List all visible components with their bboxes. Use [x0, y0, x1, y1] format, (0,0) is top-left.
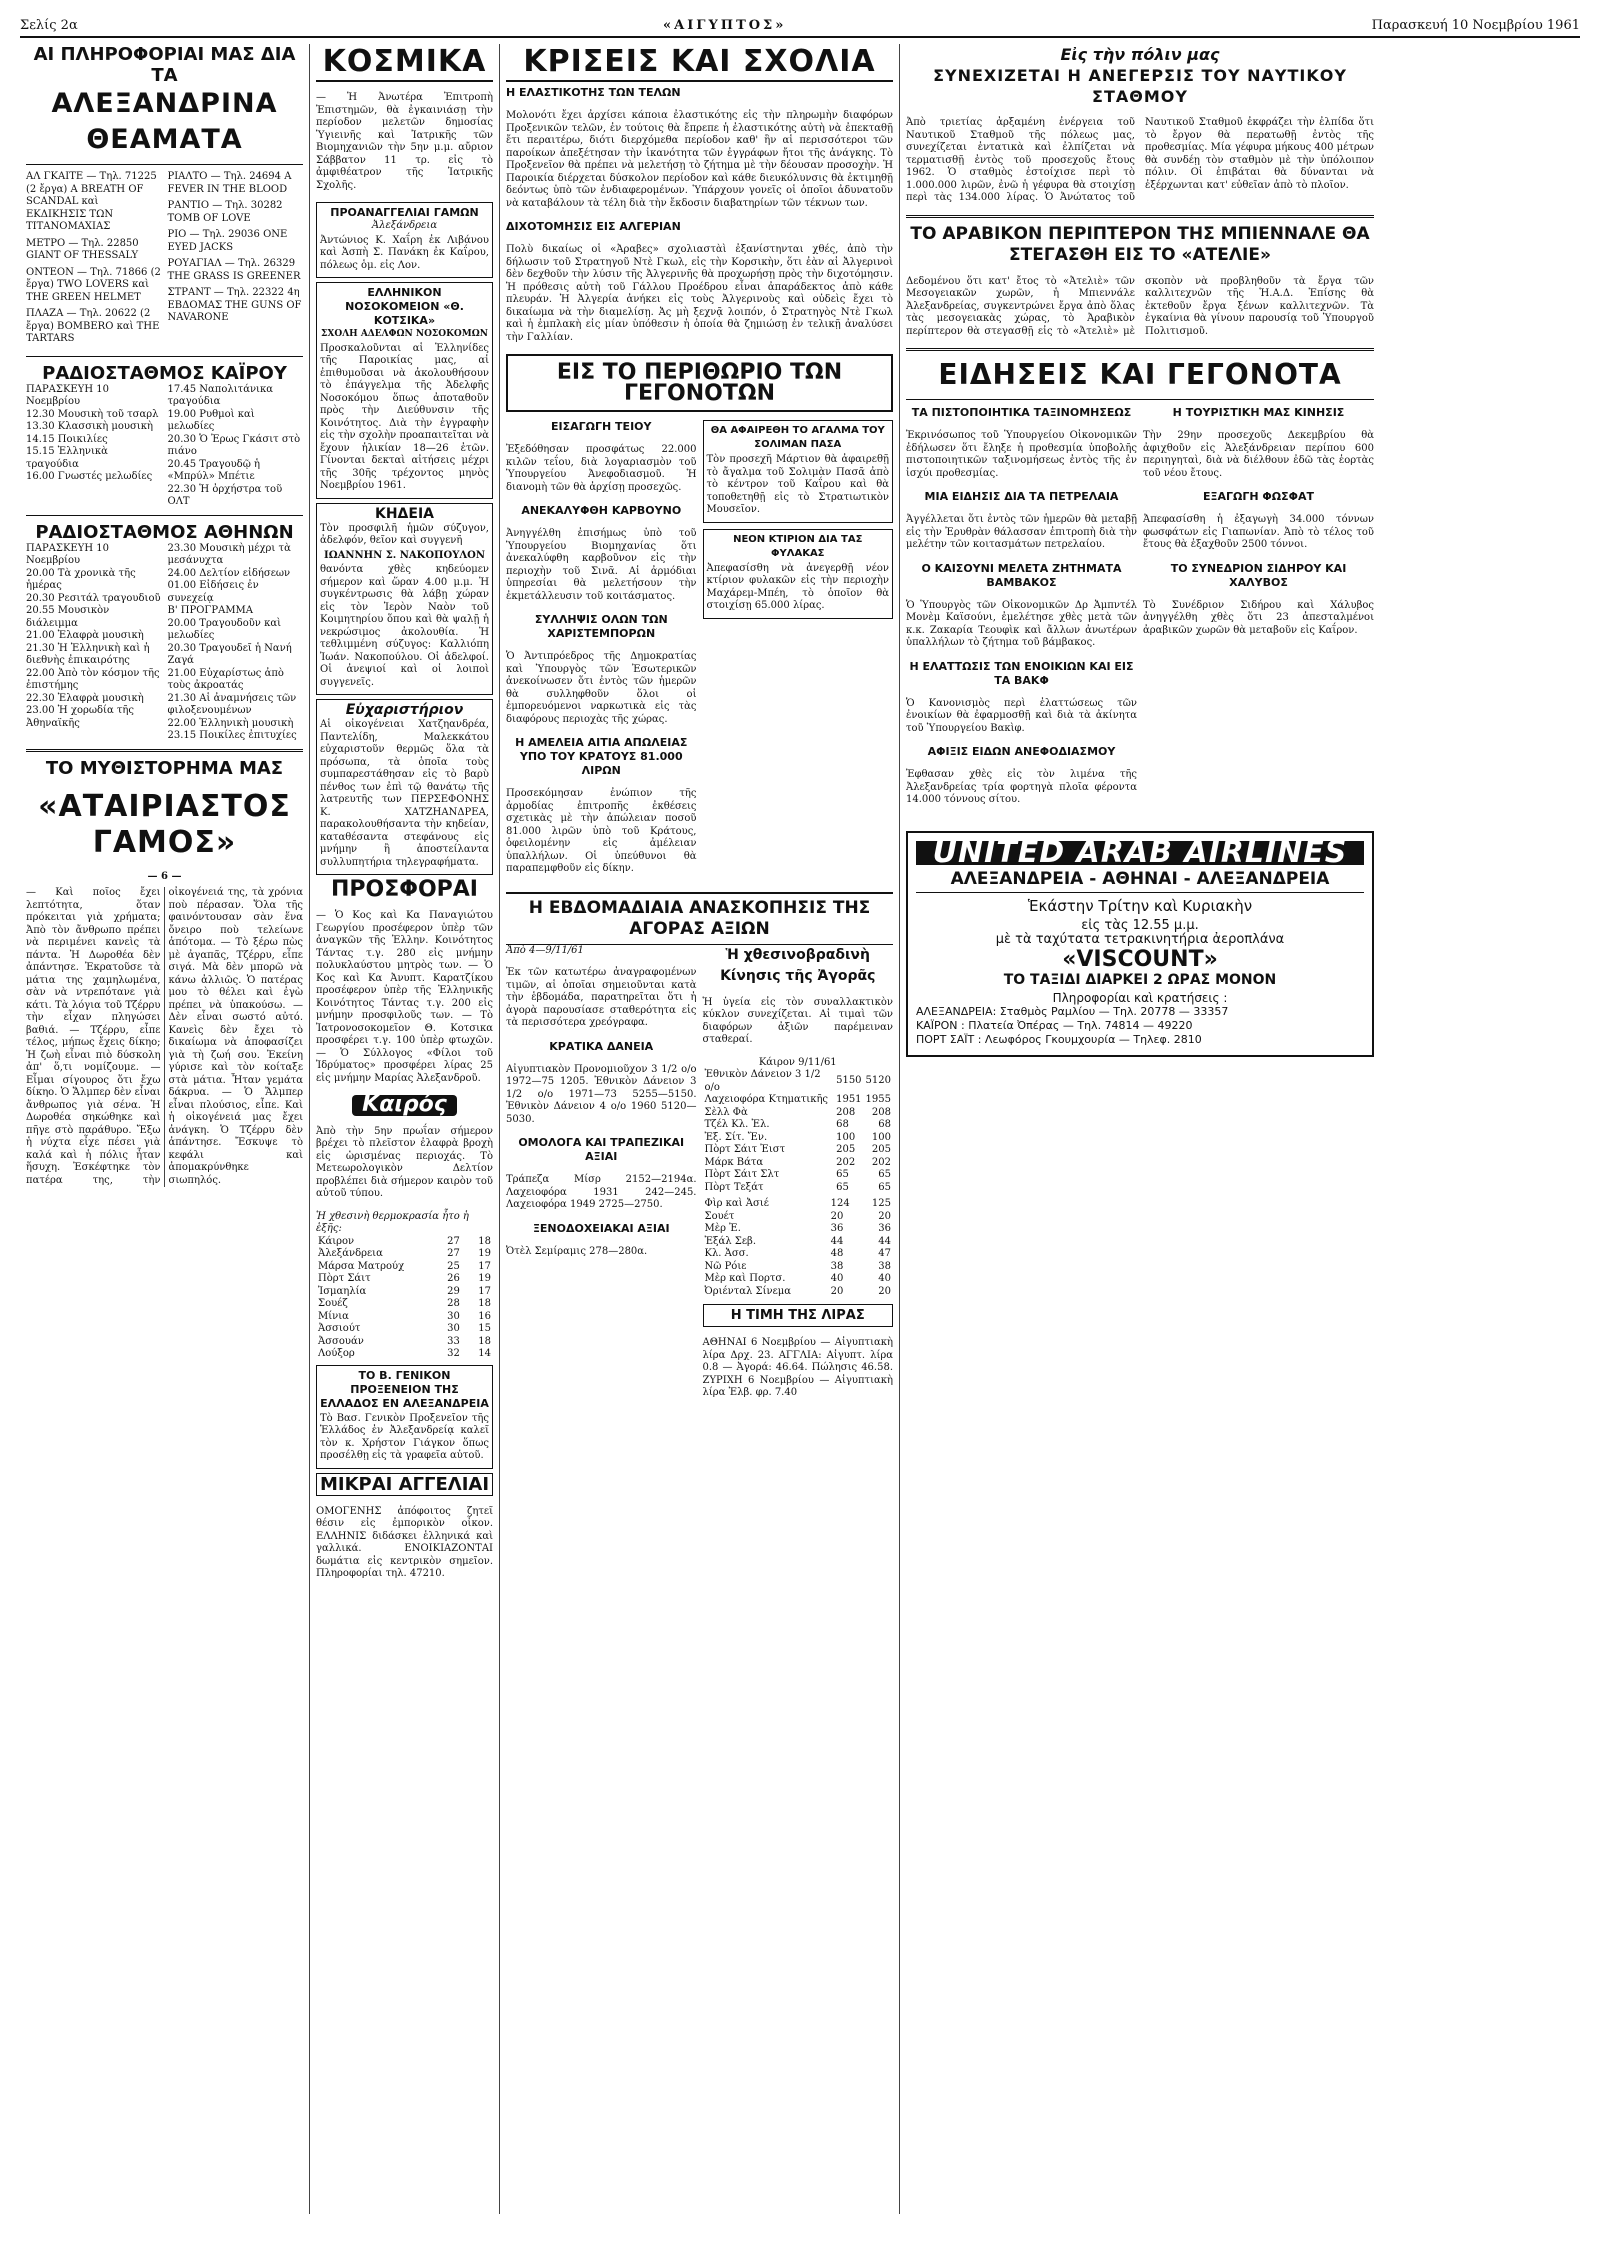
- table-cell: 100: [836, 1131, 856, 1143]
- table-cell: 20: [878, 1285, 891, 1297]
- market-date: Ἀπὸ 4—9/11/61: [506, 944, 584, 956]
- city-text: Ἀπὸ τριετίας ἀρξαμένη ἐνέργεια τοῦ Ναυτικοῦ Σταθμοῦ τῆς πόλεως μας, συνεχίζεται ἐντατικὰ καὶ ἐλπίζεται νὰ τερματισθῇ ἐντὸς τοῦ προσεχοῦς ἔτους 1962. Ὁ σταθμὸς ἐστοίχισε περὶ τὸ 1.000.000 λιρῶν, ἐνῶ ἡ γέφυρα θὰ στοιχίσῃ περὶ τὰς 134.000 λίρας. Ὁ Ἀνώτατος τοῦ Ναυτικοῦ Σταθμοῦ ἐκφράζει τὴν ἐλπίδα ὅτι τὸ ἔργον θὰ περατωθῇ ἐντὸς τῆς προθεσμίας. Μία γέφυρα μήκους 400 μέτρων θὰ συνδέῃ τὸν σταθμὸν μὲ τὴν ὑπόλοιπον πόλιν. Οἱ ἐπιβάται θὰ δύνανται νὰ ἐξέρχωνται κατ' εὐθεῖαν ἀπὸ τὸ πλοῖον.: [906, 117, 1374, 203]
- table-cell: Ἀλεξάνδρεια: [318, 1248, 383, 1259]
- consulate-text: Τὸ Βασ. Γενικὸν Προξενεῖον τῆς Ἑλλάδος ἐν Ἀλεξανδρείᾳ καλεῖ τὸν κ. Χρήστον Γιάγκον ὅπως προσέλθῃ εἰς τὰ γραφεῖα αὐτοῦ.: [320, 1412, 489, 1461]
- table-cell: 20: [878, 1210, 891, 1222]
- radio-item: 20.00 Τὰ χρονικὰ τῆς ἡμέρας: [26, 567, 136, 591]
- novel-chapter: — 6 —: [147, 870, 182, 882]
- table-row: [316, 1323, 493, 1336]
- radio-athens-heading: ΡΑΔΙΟΣΤΑΘΜΟΣ ΑΘΗΝΩΝ: [35, 521, 294, 543]
- table-cell: 20: [830, 1210, 844, 1222]
- radio-item: ΠΑΡΑΣΚΕΥΗ 10 Νοεμβρίου: [26, 383, 109, 407]
- table-cell: Ὀριένταλ Σίνεμα: [704, 1285, 792, 1297]
- table-cell: 40: [878, 1273, 891, 1284]
- social-intro: — Ἡ Ἀνωτέρα Ἐπιτροπὴ Ἐπιστημῶν, θὰ ἐγκαινιάσῃ τὴν περίοδον μελετῶν δημοσίας Ὑγιεινῆς καὶ Ἰατρικῆς τῶν Βιομηχανιῶν τὴν 5ην μ.μ. αὔριον Σάββατον 11 τρ. εἰς τὸ ἀμφιθέατρον τῆς Ἰατρικῆς Σχολῆς.: [316, 92, 493, 191]
- hotels-text: Ὀτὲλ Σεμίραμις 278—280α.: [506, 1245, 648, 1257]
- mini-news-heading: ΝΕΟΝ ΚΤΙΡΙΟΝ ΔΙΑ ΤΑΣ ΦΥΛΑΚΑΣ: [733, 533, 863, 559]
- table-cell: 208: [836, 1106, 856, 1118]
- radio-item: 23.15 Ποικίλες ἐπιτυχίες: [167, 730, 297, 741]
- airline-duration: ΤΟ ΤΑΞΙΔΙ ΔΙΑΡΚΕΙ 2 ΩΡΑΣ ΜΟΝΟΝ: [1003, 971, 1277, 988]
- table-cell: 202: [871, 1156, 891, 1168]
- table-cell: 125: [871, 1198, 891, 1209]
- table-cell: 1951: [836, 1094, 862, 1105]
- table-cell: Ἀσσιούτ: [318, 1323, 361, 1334]
- thanks-text: Αἱ οἰκογένειαι Χατζηανδρέα, Παντελίδη, Μαλεκκάτου εὐχαριστοῦν θερμῶς ὅλα τὰ πρόσωπα, τὰ ὁποῖα τοὺς συμπαρεστάθησαν εἰς τὸ βαρὺ πένθος των ἐπὶ τῷ θανάτῳ τῆς λατρευτῆς των ΠΕΡΣΕΦΟΝΗΣ Κ. ΧΑΤΖΗΑΝΔΡΕΑ, παρακολουθήσαντα τὴν κηδείαν, καταθέσαντα στεφάνους εἰς μνήμην ἢ ἀποστείλαντα συλλυπητήρια τηλεγραφήματα.: [320, 719, 489, 868]
- news-text: Ἐφθασαν χθὲς εἰς τὸν λιμένα τῆς Ἀλεξανδρείας τρία φορτηγὰ πλοῖα φέροντα 14.000 τόννους σίτου.: [906, 769, 1137, 805]
- table-cell: 18: [478, 1335, 491, 1347]
- cinema-item: ΜΕΤΡΟ — Τηλ. 22850 GIANT OF THESSALY: [26, 237, 139, 261]
- table-cell: 47: [878, 1248, 891, 1259]
- table-row: [316, 1298, 493, 1311]
- market-text: Ἐκ τῶν κατωτέρω ἀναγραφομένων τιμῶν, αἱ ὁποῖαι σημειοῦνται κατὰ τὴν ἑβδομάδα, παρατηρεῖται ὅτι ἡ ἀγορὰ παρουσίασε σταθερότητα εἰς τὰ περισσότερα χρεόγραφα.: [506, 967, 697, 1028]
- radio-item: 17.45 Ναπολιτάνικα τραγούδια: [167, 383, 273, 407]
- yesterday-text: Ἡ ὑγεία εἰς τὸν συναλλακτικὸν κύκλον συνεχίζεται. Αἱ τιμαὶ τῶν διαφόρων ἀξιῶν παρέμειναν σταθεραί.: [702, 996, 893, 1045]
- table-cell: 124: [830, 1198, 850, 1209]
- table-row: [703, 1182, 894, 1195]
- table-cell: Μὲρ καὶ Πορτσ.: [704, 1273, 786, 1284]
- table-cell: 27: [447, 1235, 460, 1247]
- radio-item: 12.30 Μουσικὴ τοῦ τσαρλ: [26, 408, 159, 420]
- column-entertainment: [20, 44, 310, 2214]
- news-heading: ΑΦΙΞΙΣ ΕΙΔΩΝ ΑΝΕΦΟΔΙΑΣΜΟΥ: [927, 745, 1116, 758]
- table-cell: Λαχειοφόρα Κτηματικῆς: [704, 1094, 829, 1105]
- cinema-item: ΣΤΡΑΝΤ — Τηλ. 22322 4η ΕΒΔΟΜΑΣ THE GUNS OF NAVARONE: [167, 287, 302, 323]
- funeral-intro: Τὸν προσφιλῆ ἡμῶν σύζυγον, ἀδελφόν, θεῖον καὶ συγγενῆ: [320, 522, 489, 546]
- table-cell: Ἰσμαηλία: [318, 1285, 367, 1297]
- table-cell: 208: [871, 1106, 891, 1118]
- social-title: ΚΟΣΜΙΚΑ: [316, 44, 493, 82]
- radio-item: Β' ΠΡΟΓΡΑΜΜΑ: [167, 605, 254, 616]
- wedding-place: Ἀλεξάνδρεια: [371, 220, 438, 231]
- table-cell: 68: [878, 1119, 891, 1130]
- radio-item: 20.30 Ὁ Ἐρως Γκάσιτ στὸ πιάνο: [167, 433, 301, 457]
- table-row: [703, 1132, 894, 1145]
- table-cell: 30: [447, 1323, 460, 1334]
- news-heading: ΕΞΑΓΩΓΗ ΦΩΣΦΑΤ: [1203, 490, 1314, 503]
- margin2-text: Ἀνηγγέλθη ἐπισήμως ὑπὸ τοῦ Ὑπουργείου Βιομηχανίας ὅτι ἀνεκαλύφθη καρβοῦνον εἰς τὴν περιοχὴν τοῦ Σινᾶ. Αἱ ἀρμόδιαι ὑπηρεσίαι θὰ μελετήσουν τὴν ἐκμετάλλευσιν τοῦ κοιτάσματος.: [506, 528, 697, 602]
- table-row: [703, 1223, 894, 1236]
- table-cell: 44: [830, 1235, 844, 1247]
- news-heading: Ο ΚΑΙΣΟΥΝΙ ΜΕΛΕΤΑ ΖΗΤΗΜΑΤΑ ΒΑΜΒΑΚΟΣ: [921, 561, 1122, 589]
- news-heading: Η ΕΛΑΤΤΩΣΙΣ ΤΩΝ ΕΝΟΙΚΙΩΝ ΚΑΙ ΕΙΣ ΤΑ ΒΑΚΦ: [909, 659, 1134, 687]
- table-cell: 25: [447, 1260, 460, 1272]
- thanks-heading: Εὐχαριστήριον: [345, 702, 464, 718]
- margin3-heading: ΣΥΛΛΗΨΙΣ ΟΛΩΝ ΤΩΝ ΧΑΡΙΣΤΕΜΠΟΡΩΝ: [534, 613, 668, 640]
- table-cell: 32: [447, 1348, 460, 1359]
- table-cell: Μὲρ Ἐ.: [704, 1223, 741, 1234]
- table-cell: 27: [447, 1248, 460, 1259]
- table-cell: Φὶρ καὶ Ἀσιέ: [704, 1198, 769, 1209]
- radio-item: 19.00 Ρυθμοὶ καὶ μελωδίες: [167, 408, 255, 432]
- news-text: Ἀγγέλλεται ὅτι ἐντὸς τῶν ἡμερῶν θὰ μεταβῇ εἰς τὴν Ἐρυθρὰν θάλασσαν ἐπιτροπὴ διὰ τὴν μελέτην τῶν κοιτασμάτων πετρελαίου.: [906, 514, 1137, 550]
- table-row: [703, 1198, 894, 1211]
- weather-text: Ἀπὸ τὴν 5ην πρωΐαν σήμερον βρέχει τὸ πλεῖστον ἐλαφρὰ βροχὴ εἰς ὡρισμένας περιοχάς. Τὸ Μετεωρολογικὸν Δελτίον προβλέπει διὰ σήμερον καιρὸν τοῦ αὐτοῦ τύπου.: [316, 1125, 493, 1199]
- table-cell: 18: [478, 1235, 491, 1247]
- lira-text: ΑΘΗΝΑΙ 6 Νοεμβρίου — Αἰγυπτιακὴ λίρα Δρχ. 23. ΑΓΓΛΙΑ: Αἰγυπτ. λίρα 0.8 — Ἀγορά: 46.64. Πώλησις 46.58. ΖΥΡΙΧΗ 6 Νοεμβρίου — Αἰγυπτιακὴ λίρα Ἐλβ. φρ. 7.40: [702, 1337, 893, 1398]
- table-row: [316, 1261, 493, 1274]
- news-heading: ΤΑ ΠΙΣΤΟΠΟΙΗΤΙΚΑ ΤΑΞΙΝΟΜΗΣΕΩΣ: [911, 406, 1132, 419]
- novel-title: «ΑΤΑΙΡΙΑΣΤΟΣ ΓΑΜΟΣ»: [38, 788, 291, 860]
- table-cell: 38: [878, 1260, 891, 1272]
- page-number: Σελίς 2α: [20, 17, 78, 33]
- table-cell: 44: [878, 1235, 891, 1247]
- table-cell: Σουέτ: [704, 1210, 735, 1222]
- news-heading: Η ΤΟΥΡΙΣΤΙΚΗ ΜΑΣ ΚΙΝΗΣΙΣ: [1172, 406, 1345, 419]
- radio-item: 21.00 Εὐχαρίστως ἀπὸ τοὺς ἀκροατάς: [167, 667, 284, 691]
- table-row: [316, 1248, 493, 1261]
- loans-text: Αἰγυπτιακὸν Προνομιοῦχον 3 1/2 ο/ο 1972—75 1205. Ἐθνικὸν Δάνειον 3 1/2 ο/ο 1971—73 5255—5150. Ἐθνικὸν Δάνειον 4 ο/ο 1960 5120—5030.: [506, 1063, 697, 1125]
- table-cell: 28: [447, 1298, 460, 1309]
- hospital-heading: ΕΛΛΗΝΙΚΟΝ ΝΟΣΟΚΟΜΕΙΟΝ «Θ. ΚΟΤΣΙΚΑ»: [345, 286, 464, 327]
- table-cell: 65: [878, 1181, 891, 1193]
- radio-athens-schedule: [26, 543, 303, 743]
- table-cell: 205: [871, 1144, 891, 1155]
- newspaper-page: [20, 14, 1580, 2214]
- yesterday-table: [703, 1069, 894, 1194]
- margin4-heading: Η ΑΜΕΛΕΙΑ ΑΙΤΙΑ ΑΠΩΛΕΙΑΣ ΥΠΟ ΤΟΥ ΚΡΑΤΟΥΣ 81.000 ΛΙΡΩΝ: [515, 736, 688, 777]
- radio-item: 22.00 Ἀπὸ τὸν κόσμον τῆς ἐπιστήμης: [26, 667, 160, 691]
- news-text: Ἀπεφασίσθη ἡ ἐξαγωγὴ 34.000 τόννων φωσφάτων εἰς Γιαπωνίαν. Ἀπὸ τὸ τέλος τοῦ ἔτους θὰ ἐξαχθοῦν 2500 τόννοι.: [1143, 514, 1374, 550]
- column-comments: [500, 44, 900, 2214]
- article1-text: Μολονότι ἔχει ἀρχίσει κάποια ἐλαστικότης εἰς τὴν πληρωμὴν διαφόρων Προξενικῶν τελῶν, ἐν τούτοις θὰ ἔπρεπε ἡ ἐλαστικότης αὐτὴ νὰ ἐπεκταθῇ ἔτι περαιτέρω, διότι διερχόμεθα περίοδον καθ' ἣν αἱ περισσότεροι τῶν παροίκων ἀπεξέτησαν τὴν ἱκανότητα τῶν ἐγγράφων ἤτοι τῆς ἀνάγκης. Τὸ Προξενεῖον θὰ πρέπει νὰ μελετήσῃ τὸ ζήτημα μὲ τὴν δέουσαν προσοχὴν. Ἡ Παροικία διέρχεται δύσκολον περίοδον καὶ κάθε διευκόλυνσις θὰ ἐκτιμηθῇ δεόντως ὑπὸ τῶν ἐνδιαφερομένων. Ὑπάρχουν γονεῖς οἱ ὁποῖοι ἀδυνατοῦν νὰ καταβάλουν τὰ τέλη διὰ τὴν ἔκδοσιν διαβατηρίων τῶν τέκνων των.: [506, 110, 893, 209]
- lira-heading: Η ΤΙΜΗ ΤΗΣ ΛΙΡΑΣ: [703, 1304, 894, 1327]
- table-row: [316, 1311, 493, 1324]
- cinema-title: ΑΛΕΞΑΝΔΡΙΝΑ ΘΕΑΜΑΤΑ: [51, 88, 278, 155]
- city-heading: Εἰς τὴν πόλιν μας: [1060, 45, 1220, 64]
- table-cell: Κλ. Ἀσσ.: [704, 1248, 749, 1259]
- radio-item: 22.00 Ἑλληνικὴ μουσικὴ: [167, 717, 294, 729]
- margin3-text: Ὁ Ἀντιπρόεδρος τῆς Δημοκρατίας καὶ Ὑπουργὸς τῶν Ἐσωτερικῶν ἀνεκοίνωσεν ὅτι ἐντὸς τῶν ἡμερῶν θὰ συλληφθοῦν ὅλοι οἱ ἐμπορευόμενοι ναρκωτικὰ εἰς τὰς διαφόρους περιοχὰς τῆς χώρας.: [506, 651, 697, 725]
- table-row: [703, 1119, 894, 1132]
- margin-title: ΕΙΣ ΤΟ ΠΕΡΙΘΩΡΙΟ ΤΩΝ ΓΕΓΟΝΟΤΩΝ: [506, 354, 893, 412]
- table-row: [316, 1273, 493, 1286]
- radio-item: 21.00 Ἑλαφρὰ μουσικὴ: [26, 630, 144, 641]
- table-cell: 65: [836, 1169, 849, 1180]
- hospital-text: Προσκαλοῦνται αἱ Ἑλληνίδες τῆς Παροικίας μας, αἱ ἐπιθυμοῦσαι νὰ ἀκολουθήσουν τὸ ἐπάγγελμα τῆς Ἀδελφῆς Νοσοκόμου ὅπως ἀποταθοῦν πρὸς τὴν Διεύθυνσιν τῆς Κοινότητος. Διὰ τὴν ἐγγραφὴν εἰς τὴν σχολὴν προαπαιτεῖται νὰ ἔχουν ἡλικίαν 18—26 ἐτῶν. Γίνονται δεκταὶ αἰτήσεις μέχρι τῆς 30ῆς τρέχοντος μηνὸς Νοεμβρίου 1961.: [320, 342, 489, 491]
- table-row: [703, 1286, 894, 1299]
- margin4-text: Προσεκόμησαν ἐνώπιον τῆς ἀρμοδίας ἐπιτροπῆς ἐκθέσεις σχετικὰς μὲ τὴν ἀπώλειαν ποσοῦ 81.000 λιρῶν ὑπὸ τοῦ Κράτους, ὀφειλομένην εἰς ἀμέλειαν ὑπαλλήλων. Οἱ ὑπεύθυνοι θὰ παραπεμφθοῦν εἰς δίκην.: [506, 788, 697, 874]
- radio-item: 14.15 Ποικιλίες: [26, 433, 108, 445]
- airline-model: «VISCOUNT»: [1062, 946, 1218, 972]
- hotels-heading: ΞΕΝΟΔΟΧΕΙΑΚΑΙ ΑΞΙΑΙ: [532, 1221, 670, 1235]
- table-cell: 20: [830, 1285, 844, 1297]
- news-text: Ὁ Ὑπουργὸς τῶν Οἰκονομικῶν Δρ Ἀμπντέλ Μονὲμ Καϊσούνι, ἐμελέτησε χθὲς μετὰ τῶν κ.κ. Ζακαρία Τεουφὶκ καὶ ἄλλων ἀνωτέρων ὑπαλλήλων τὸ ζήτημα τοῦ βάμβακος.: [906, 599, 1137, 648]
- wedding-heading: ΠΡΟΑΝΑΓΓΕΛΙΑΙ ΓΑΜΩΝ: [330, 206, 479, 219]
- table-row: [703, 1261, 894, 1274]
- table-row: [703, 1069, 894, 1094]
- yesterday-table-right: [703, 1198, 894, 1298]
- table-cell: 17: [478, 1285, 491, 1297]
- cinema-item: ΠΛΑΖΑ — Τηλ. 20622 (2 ἔργα) BOMBERO καὶ THE TARTARS: [26, 308, 160, 344]
- table-cell: Σὲλλ Φὰ: [704, 1106, 748, 1118]
- radio-item: 23.30 Μουσικὴ μέχρι τὰ μεσάνυχτα: [167, 542, 291, 566]
- funeral-name: ΙΩΑΝΝΗΝ Σ. ΝΑΚΟΠΟΥΛΟΝ: [324, 549, 485, 561]
- table-cell: 36: [878, 1223, 891, 1234]
- table-cell: Ἐξάλ Σεβ.: [704, 1235, 757, 1247]
- cinema-item: ΟΝΤΕΟΝ — Τηλ. 71866 (2 ἔργα) TWO LOVERS καὶ THE GREEN HELMET: [26, 266, 161, 303]
- radio-item: 20.00 Τραγουδοῦν καὶ μελωδίες: [167, 617, 281, 641]
- table-row: [703, 1169, 894, 1182]
- news-text: Τὸ Συνέδριον Σιδήρου καὶ Χάλυβος ἀνηγγέλθη χθὲς ὅτι 23 ἀπεσταλμένοι ἀραβικῶν χωρῶν θὰ μεταβοῦν εἰς Καΐρον.: [1143, 599, 1374, 636]
- article2-text: Πολὺ δικαίως οἱ «Ἀραβες» σχολιαστὰὶ ἐξανίστηνται χθές, ἀπὸ τὴν δήλωσιν τοῦ Στρατηγοῦ Ντὲ Γκωλ, εἰς τὴν Κορσικὴν, ὅτι ἐὰν αἱ Ἀλγερινοὶ δὲν δεχθοῦν τὴν λύσιν τῆς Ἀλγερινῆς θὰ προχωρήσῃ πρὸς τὴν διχοτόμησιν. Ἡ πρόθεσις αὐτὴ τοῦ Γάλλου Προέδρου εἶναι ἀπαράδεκτος ἀπὸ κάθε πλευράν. Ἡ Ἀλγερία ἀνήκει εἰς τοὺς Ἀλγερινοὺς καὶ οὐδεὶς ἔχει τὸ δικαίωμα νὰ τὴν διαμελίσῃ. Ἀς μὴ ξεχνᾷ λοιπόν, ὁ Στρατηγὸς Ντὲ Γκωλ καὶ ἡ ἐμπλακὴ εἰς μίαν ὑπόθεσιν ἡ ὁποία θὰ ζημιώσῃ ἐν τελικῇ ἀναλύσει τὴν Γαλλίαν.: [506, 244, 893, 343]
- table-cell: Λούξορ: [318, 1348, 355, 1359]
- airline-plane: μὲ τὰ ταχύτατα τετρακινητήρια ἀεροπλάνα: [995, 931, 1285, 947]
- table-cell: 18: [478, 1298, 491, 1309]
- temperature-table: [316, 1236, 493, 1361]
- table-cell: 30: [447, 1310, 460, 1322]
- airline-days: Ἑκάστην Τρίτην καὶ Κυριακὴν: [1027, 896, 1253, 915]
- table-row: [703, 1144, 894, 1157]
- table-cell: 68: [836, 1119, 849, 1130]
- cinema-item: ΡΙΑΛΤΟ — Τηλ. 24694 A FEVER IN THE BLOOD: [167, 171, 292, 195]
- table-cell: 29: [447, 1285, 460, 1297]
- table-row: [703, 1248, 894, 1261]
- table-cell: 202: [836, 1156, 856, 1168]
- table-cell: 48: [830, 1248, 844, 1259]
- radio-item: 24.00 Δελτίον εἰδήσεων: [167, 567, 291, 579]
- table-cell: 40: [830, 1273, 844, 1284]
- small-ads-text: ΟΜΟΓΕΝΗΣ ἀπόφοιτος ζητεῖ θέσιν εἰς ἐμπορικὸν οἶκον. ΕΛΛΗΝΙΣ διδάσκει ἑλληνικά καὶ γαλλικά. ΕΝΟΙΚΙΑΖΟΝΤΑΙ δωμάτια εἰς κεντρικὸν σημεῖον. Πληροφορίαι τηλ. 47210.: [316, 1505, 493, 1579]
- article1-heading: Η ΕΛΑΣΤΙΚΟΤΗΣ ΤΩΝ ΤΕΛΩΝ: [506, 86, 681, 99]
- table-cell: 33: [447, 1335, 460, 1347]
- funeral-text: θανόντα χθὲς κηδεύομεν σήμερον καὶ ὥραν 4.00 μ.μ. Ἡ συγκέντρωσις θὰ λάβῃ χώραν εἰς τὸν Ἱερὸν Ναὸν τοῦ Κοιμητηρίου ὅπου καὶ θὰ ψαλῇ ἡ νεκρώσιμος ἀκολουθία. Ἡ τεθλιμμένη σύζυγος: Καλλιόπη Ἰωάν. Νακοπούλου. Οἱ ἀδελφοί. Οἱ ἀνεψιοί καὶ οἱ λοιποὶ συγγενεῖς.: [320, 564, 489, 688]
- temps-heading: Ἡ χθεσινὴ θερμοκρασία ἦτο ἡ ἑξῆς:: [316, 1210, 469, 1234]
- airline-time: εἰς τὰς 12.55 μ.μ.: [1081, 917, 1199, 933]
- table-row: [703, 1273, 894, 1286]
- table-cell: Μάρκ Βάτα: [704, 1156, 764, 1168]
- table-cell: 16: [478, 1310, 491, 1322]
- table-cell: Πὸρτ Τεξάτ: [704, 1181, 764, 1193]
- table-cell: Ἐξ. Σίτ. Ἔν.: [704, 1131, 768, 1143]
- news-title: ΕΙΔΗΣΕΙΣ ΚΑΙ ΓΕΓΟΝΟΤΑ: [938, 358, 1342, 391]
- margin2-heading: ΑΝΕΚΑΛΥΦΘΗ ΚΑΡΒΟΥΝΟ: [521, 504, 682, 517]
- table-cell: Τζέλ Κλ. Ἐλ.: [704, 1119, 770, 1130]
- margin1-text: Ἐξεδόθησαν προσφάτως 22.000 κιλῶν τεΐου, διὰ λογαριασμὸν τοῦ Ὑπουργείου Ἀνεφοδιασμοῦ. Ἡ διανομὴ τῶν θὰ ἀρχίσῃ προσεχῶς.: [506, 444, 697, 493]
- cinema-item: ΑΛ ΓΚΑΙΤΕ — Τηλ. 71225 (2 ἔργα) A BREATH OF SCANDAL καὶ ΕΚΔΙΚΗΣΙΣ ΤΩΝ ΤΙΤΑΝΟΜΑΧΙΑΣ: [26, 171, 157, 232]
- radio-item: 13.30 Κλασσικὴ μουσικὴ: [26, 421, 153, 432]
- radio-cairo-schedule: [26, 384, 303, 509]
- table-row: [703, 1157, 894, 1170]
- table-row: [316, 1336, 493, 1349]
- airline-contact: ΑΛΕΞΑΝΔΡΕΙΑ: Σταθμὸς Ραμλίου — Τηλ. 20778 — 33357: [916, 1004, 1229, 1018]
- table-cell: 5120: [865, 1075, 891, 1087]
- article2-heading: ΔΙΧΟΤΟΜΗΣΙΣ ΕΙΣ ΑΛΓΕΡΙΑΝ: [506, 220, 681, 233]
- small-ads-heading: ΜΙΚΡΑΙ ΑΓΓΕΛΙΑΙ: [316, 1473, 493, 1496]
- radio-item: 16.00 Γνωστές μελωδίες: [26, 471, 153, 482]
- table-cell: 19: [478, 1273, 491, 1284]
- offers-heading: ΠΡΟΣΦΟΡΑΙ: [330, 877, 478, 902]
- yesterday-date: Κάιρον 9/11/61: [758, 1056, 837, 1068]
- funeral-heading: ΚΗΔΕΙΑ: [374, 505, 434, 522]
- margin1-heading: ΕΙΣΑΓΩΓΗ ΤΕΙΟΥ: [551, 420, 652, 433]
- table-cell: 5150: [836, 1075, 862, 1087]
- mini-news-heading: ΘΑ ΑΦΑΙΡΕΘΗ ΤΟ ΑΓΑΛΜΑ ΤΟΥ ΣΟΛΙΜΑΝ ΠΑΣΑ: [710, 425, 885, 450]
- column-social: [310, 44, 500, 2214]
- market-title: Η ΕΒΔΟΜΑΔΙΑΙΑ ΑΝΑΣΚΟΠΗΣΙΣ ΤΗΣ ΑΓΟΡΑΣ ΑΞΙΩΝ: [506, 892, 893, 945]
- table-cell: 65: [878, 1169, 891, 1180]
- cinema-item: ΡΙΟ — Τηλ. 29036 ONE EYED JACKS: [167, 229, 288, 253]
- mini-news-text: Ἀπεφασίσθη νὰ ἀνεγερθῇ νέον κτίριον φυλακῶν εἰς τὴν περιοχὴν Μαχάρεμ-Μπέη, τὸ ὁποῖον θὰ στοιχίσῃ 65.000 λίρας.: [706, 562, 889, 611]
- table-cell: Κάιρον: [318, 1235, 355, 1247]
- table-cell: Πὸρτ Σάιτ Ἐιστ: [704, 1144, 786, 1155]
- banks-heading: ΟΜΟΛΟΓΑ ΚΑΙ ΤΡΑΠΕΖΙΚΑΙ ΑΞΙΑΙ: [518, 1136, 685, 1163]
- table-cell: 19: [478, 1248, 491, 1259]
- radio-item: 20.30 Ρεσιτάλ τραγουδιοῦ: [26, 592, 161, 604]
- cinema-heading: ΑΙ ΠΛΗΡΟΦΟΡΙΑΙ ΜΑΣ ΔΙΑ ΤΑ: [33, 44, 296, 86]
- table-cell: 15: [478, 1323, 491, 1334]
- airline-info: Πληροφορίαι καὶ κρατήσεις :: [1052, 990, 1228, 1005]
- airline-advertisement: [906, 831, 1374, 1057]
- news-text: Ὁ Κανονισμὸς περὶ ἐλαττώσεως τῶν ἐνοικίων θὰ ἐφαρμοσθῇ καὶ διὰ τὰ ἀκίνητα τοῦ Ὑπουργείου Βακὶφ.: [906, 697, 1137, 734]
- table-row: [316, 1348, 493, 1361]
- radio-item: 20.45 Τραγουδῷ ἡ «Μπρύλ» Μπέτιε: [167, 458, 261, 482]
- issue-date: Παρασκευή 10 Νοεμβρίου 1961: [1371, 17, 1580, 33]
- table-row: [703, 1211, 894, 1224]
- table-cell: Νῶ Ρόιε: [704, 1260, 747, 1272]
- table-cell: 26: [447, 1273, 460, 1284]
- table-row: [316, 1286, 493, 1299]
- radio-item: ΠΑΡΑΣΚΕΥΗ 10 Νοεμβρίου: [26, 542, 109, 566]
- atelier-title: ΤΟ ΑΡΑΒΙΚΟΝ ΠΕΡΙΠΤΕΡΟΝ ΤΗΣ ΜΠΙΕΝΝΑΛΕ ΘΑ ΣΤΕΓΑΣΘΗ ΕΙΣ ΤΟ «ΑΤΕΛΙΕ»: [910, 223, 1370, 265]
- banks-text: Τράπεζα Μίσρ 2152—2194α. Λαχειοφόρα 1931 242—245. Λαχειοφόρα 1949 2725—2750.: [506, 1174, 697, 1210]
- table-cell: 1955: [865, 1094, 891, 1105]
- yesterday-heading: Ἡ χθεσινοβραδινὴ Κίνησις τῆς Ἀγορᾶς: [720, 946, 876, 984]
- city-title: ΣΥΝΕΧΙΖΕΤΑΙ Η ΑΝΕΓΕΡΣΙΣ ΤΟΥ ΝΑΥΤΙΚΟΥ ΣΤΑΘΜΟΥ: [933, 66, 1347, 106]
- offers-text: — Ὁ Κος καὶ Κα Παναγιώτου Γεωργίου προσέφερον ὑπὲρ τῶν ἀναγκῶν τῆς Ἑλλην. Κοινότητος Τάντας τ.γ. 280 εἰς μνήμην πολυκλαύστου μητρὸς των. — Ὁ Κος καὶ Κα Ἀνυπτ. Καρατζίκου προσέφερον ὑπὲρ τῆς Ἑλληνικῆς Κοινότητος Τάντας τ.γ. 200 εἰς μνήμην προσφιλοῦς των. — Τὸ Ἰατρονοσοκομεῖον Θ. Κοτσικα προσφέρει τ.γ. 100 ὑπὲρ φτωχῶν. — Ὁ Σύλλογος «Φίλοι τοῦ Ἰδρύματος» προσφέρει λίρας 25 εἰς μνήμην Μαρίας Ἀλεξανδροῦ.: [316, 910, 493, 1084]
- loans-heading: ΚΡΑΤΙΚΑ ΔΑΝΕΙΑ: [549, 1039, 654, 1053]
- radio-item: 01.00 Εἰδήσεις ἐν συνεχείᾳ: [167, 580, 259, 604]
- table-row: [703, 1107, 894, 1120]
- radio-item: 21.30 Ἡ Ἑλληνικὴ καὶ ἡ διεθνὴς ἐπικαιρότης: [26, 642, 150, 666]
- table-cell: 36: [830, 1223, 844, 1234]
- wedding-text: Ἀντώνιος Κ. Χαΐρη ἐκ Λιβάνου καὶ Ἀσπὴ Σ. Πανάκη ἐκ Καΐρου, πόλεως ὁμ. εἰς Λον.: [320, 234, 489, 271]
- table-cell: Μίνια: [318, 1310, 349, 1322]
- table-cell: 205: [836, 1144, 856, 1155]
- table-row: [703, 1094, 894, 1107]
- table-cell: Πὸρτ Σάιτ: [318, 1273, 371, 1284]
- page-header: [20, 14, 1580, 38]
- table-cell: 100: [871, 1131, 891, 1143]
- consulate-heading: ΤΟ Β. ΓΕΝΙΚΟΝ ΠΡΟΞΕΝΕΙΟΝ ΤΗΣ ΕΛΛΑΔΟΣ ΕΝ ΑΛΕΞΑΝΔΡΕΙΑ: [320, 1368, 489, 1410]
- radio-item: 23.00 Ἡ χορωδία τῆς Ἀθηναϊκῆς: [26, 705, 135, 729]
- news-heading: ΜΙΑ ΕΙΔΗΣΙΣ ΔΙΑ ΤΑ ΠΕΤΡΕΛΑΙΑ: [924, 490, 1119, 503]
- hospital-subheading: ΣΧΟΛΗ ΑΔΕΛΦΩΝ ΝΟΣΟΚΟΜΩΝ: [321, 329, 488, 339]
- cinema-listings: [26, 171, 303, 350]
- table-row: [703, 1236, 894, 1249]
- news-text: Ἐκρινόσωπος τοῦ Ὑπουργείου Οἰκονομικῶν ἐδήλωσεν ὅτι ἔληξε ἡ προθεσμία ὑποβολῆς πιστοποιητικῶν ταξινομήσεως ἐντὸς τῆς ἐν ἰσχύι προθεσμίας.: [906, 430, 1137, 479]
- table-cell: Ἐθνικὸν Δάνειον 3 1/2 ο/ο: [704, 1069, 821, 1093]
- novel-heading: ΤΟ ΜΥΘΙΣΤΟΡΗΜΑ ΜΑΣ: [45, 757, 284, 779]
- weather-logo: Καιρός: [352, 1095, 457, 1116]
- table-row: [316, 1236, 493, 1249]
- radio-item: 20.30 Τραγουδεῖ ἡ Νανή Ζαγά: [167, 642, 292, 666]
- table-cell: 14: [478, 1348, 491, 1359]
- news-text: Τὴν 29ην προσεχοῦς Δεκεμβρίου θὰ ἀφιχθοῦν εἰς Ἀλεξάνδρειαν περίπου 600 περιηγηταὶ, διὰ νὰ διέλθουν ἐδῶ τὰς ἑορτὰς τοῦ νέου ἔτους.: [1143, 430, 1374, 479]
- cinema-item: ΡΑΝΤΙΟ — Τηλ. 30282 TOMB OF LOVE: [167, 200, 283, 224]
- radio-item: 22.30 Ἡ ὀρχήστρα τοῦ ΟΛΤ: [167, 483, 283, 507]
- news-heading: ΤΟ ΣΥΝΕΔΡΙΟΝ ΣΙΔΗΡΟΥ ΚΑΙ ΧΑΛΥΒΟΣ: [1170, 561, 1347, 589]
- cinema-item: ΡΟΥΑΓΙΑΛ — Τηλ. 26329 THE GRASS IS GREENER: [167, 258, 301, 282]
- comments-title: ΚΡΙΣΕΙΣ ΚΑΙ ΣΧΟΛΙΑ: [506, 44, 893, 82]
- radio-item: 15.15 Ἑλληνικὰ τραγούδια: [26, 446, 108, 470]
- mini-news-text: Τὸν προσεχῆ Μάρτιον θὰ ἀφαιρεθῇ τὸ ἄγαλμα τοῦ Σολιμὰν Πασᾶ ἀπὸ τὸ κέντρον τοῦ Καΐρου καὶ θὰ τοποθετηθῇ εἰς τὸ Στρατιωτικὸν Μουσεῖον.: [706, 454, 889, 515]
- atelier-text: Δεδομένου ὅτι κατ' ἔτος τὸ «Ἀτελιὲ» τῶν Μεσογειακῶν χωρῶν, ἡ Μπιεννάλε Ἀλεξανδρείας, συγκεντρώνει ἔργα ἀπὸ ὅλας τὰς μεσογειακὰς χώρας, τὸ Ἀραβικὸν περίπτερον θὰ στεγασθῇ εἰς τὸ «Ἀτελιὲ» μὲ σκοπὸν νὰ προβληθοῦν τὰ ἔργα τῶν καλλιτεχνῶν τῆς Ἡ.Α.Δ. Ἐπίσης θὰ ἐκτεθοῦν ἔργα ξένων καλλιτεχνῶν. Τὰ ἐγκαίνια θὰ γίνουν παρουσίᾳ τοῦ Ὑπουργοῦ Πολιτισμοῦ.: [906, 275, 1374, 337]
- table-cell: 65: [836, 1181, 849, 1193]
- airline-logo: UNITED ARAB AIRLINES: [916, 841, 1364, 866]
- radio-cairo-heading: ΡΑΔΙΟΣΤΑΘΜΟΣ ΚΑΪΡΟΥ: [42, 362, 287, 384]
- table-cell: 17: [478, 1260, 491, 1272]
- table-cell: Ἀσσουάν: [318, 1335, 364, 1347]
- radio-item: 21.30 Αἱ ἀναμνήσεις τῶν φιλοξενουμένων: [167, 692, 297, 716]
- airline-contact: ΠΟΡΤ ΣΑΪΤ : Λεωφόρος Γκουμχουρία — Τηλεφ. 2810: [916, 1032, 1202, 1046]
- column-city-news: [900, 44, 1380, 2214]
- novel-text: — Καὶ ποῖος ἔχει λεπτότητα, ὅταν πρόκειται γιὰ χρήματα; Ἀπὸ τὸν ἄνθρωπο πρέπει νὰ περιμένει κανεὶς τὰ πάντα. Ἡ Δωροθέα δὲν ἀπάντησε. Ἐκρατοῦσε τὰ μάτια της χαμηλωμένα, σὰν νὰ ντρεπότανε γιὰ κάτι. Τὰ λόγια τοῦ Τζέρρυ τὴν εἶχαν πληγώσει βαθιά. — Τζέρρυ, εἶπε τέλος, μήπως ἔχεις δίκηο; Ἡ ζωὴ εἶναι πιὸ δύσκολη ἀπ' ὅ,τι νομίζουμε. — Εἶμαι σίγουρος ὅτι ἔχω δίκηο. Ὁ Ἄλμπερ δὲν εἶναι ἄνθρωπος γιὰ σένα. Ἡ Δωροθέα σηκώθηκε καὶ πῆγε στὸ παράθυρο. Ἔξω ἡ νύχτα εἶχε πέσει γιὰ καλά καὶ ἡ πόλις ἦταν ἥσυχη. Ἐσκέφτηκε τὸν πατέρα της, τὴν οἰκογένειά της, τὰ χρόνια ποὺ πέρασαν. Ὅλα τῆς φαινόντουσαν σὰν ἕνα ὄνειρο ποὺ τελείωνε ἀπότομα. — Τὸ ξέρω πὼς μὲ ἀγαπᾶς, Τζέρρυ, εἶπε σιγά. Μὰ δὲν μπορῶ νὰ κάνω ἀλλιῶς. Ὁ πατέρας μου τὸ θέλει καὶ ἐγὼ πρέπει νὰ ὑπακούσω. — Δὲν εἶναι σωστό αὐτό. Κανεὶς δὲν ἔχει τὸ δικαίωμα νὰ ἀποφασίζει γιὰ τὴ ζωή σου. Ἐκείνη γύρισε καὶ τὸν κοίταξε στὰ μάτια. Ἦταν γεμάτα δάκρυα. — Ὁ Ἄλμπερ εἶναι πλούσιος, εἶπε. Καὶ ἡ οἰκογένειά μας ἔχει ἀνάγκη. Ὁ Τζέρρυ δὲν ἀπάντησε. Ἔσκυψε τὸ κεφάλι καὶ ἀπομακρύνθηκε σιωπηλός.: [26, 887, 303, 1186]
- radio-item: 22.30 Ἑλαφρὰ μουσικὴ: [26, 692, 144, 704]
- table-cell: 38: [830, 1260, 844, 1272]
- table-cell: Μάρσα Ματρούχ: [318, 1260, 405, 1272]
- table-cell: Σουέζ: [318, 1298, 348, 1309]
- newspaper-name: «ΑΙΓΥΠΤΟΣ»: [662, 17, 787, 33]
- table-cell: Πὸρτ Σάιτ Σλτ: [704, 1169, 780, 1180]
- airline-contact: ΚΑΪΡΟΝ : Πλατεία Ὀπέρας — Τηλ. 74814 — 49220: [916, 1018, 1193, 1032]
- airline-route: ΑΛΕΞΑΝΔΡΕΙΑ - ΑΘΗΝΑΙ - ΑΛΕΞΑΝΔΡΕΙΑ: [916, 873, 1364, 893]
- radio-item: 20.55 Μουσικὸν διάλειμμα: [26, 605, 110, 629]
